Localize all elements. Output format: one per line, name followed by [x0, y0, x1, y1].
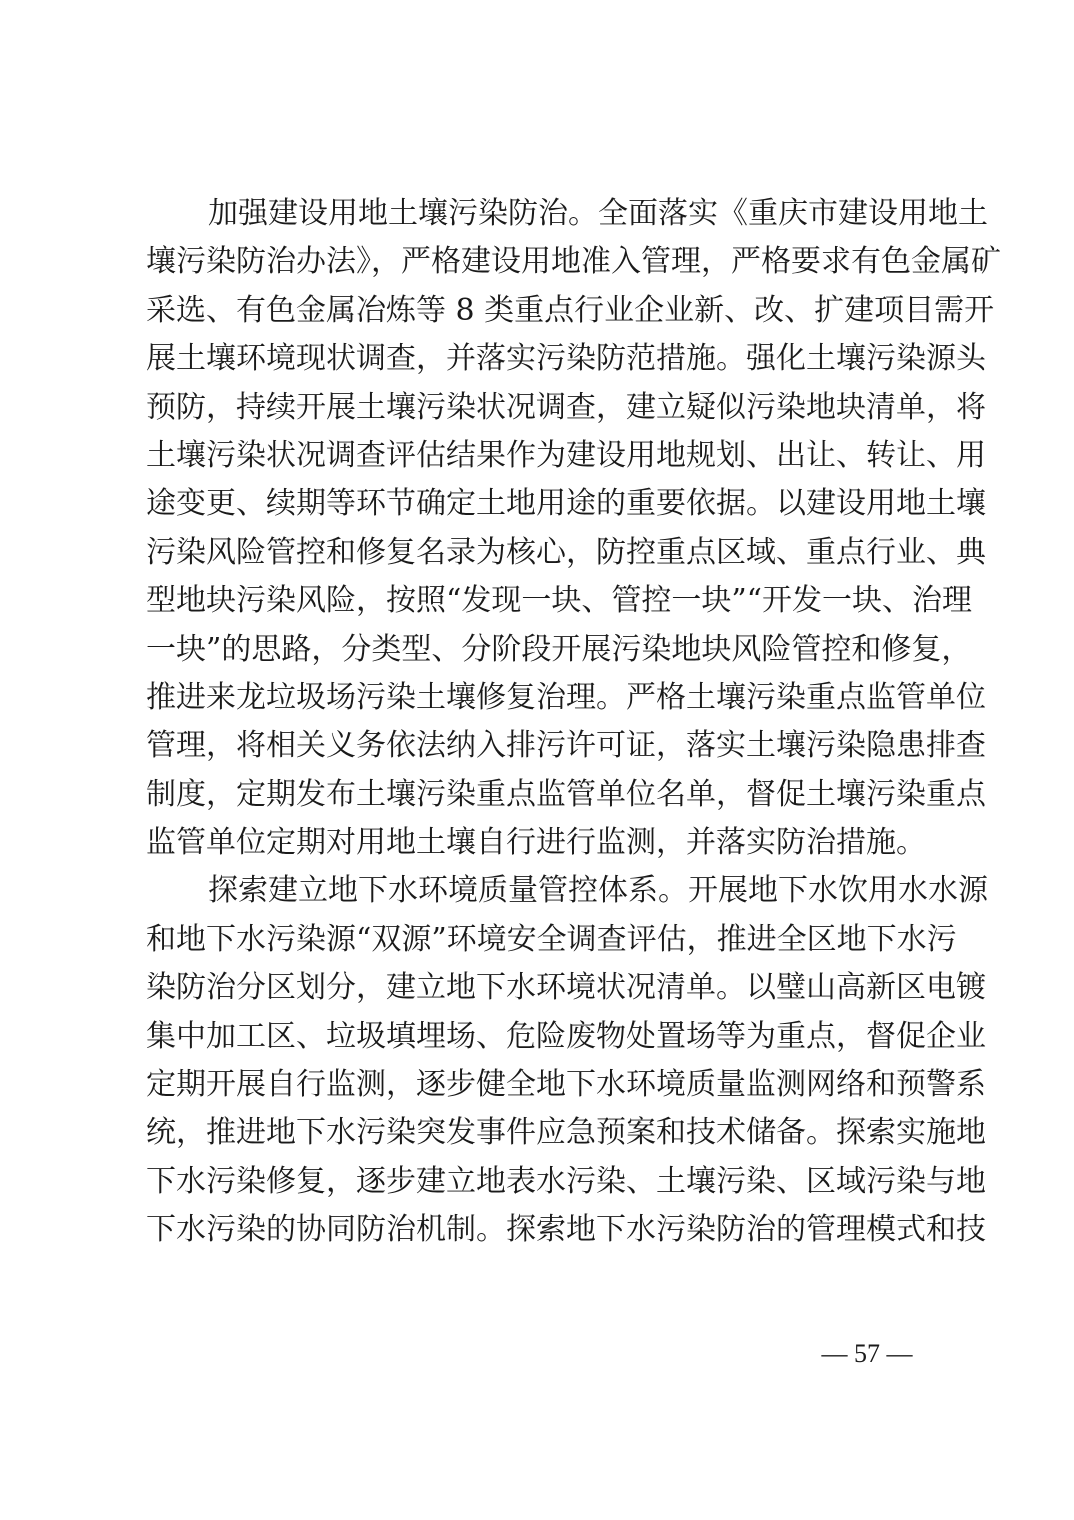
paragraph-line: 制度，定期发布土壤污染重点监管单位名单，督促土壤污染重点 — [146, 776, 986, 812]
body-text — [146, 190, 1001, 1255]
paragraph-line: 预防，持续开展土壤污染状况调查，建立疑似污染地块清单，将 — [146, 389, 986, 425]
paragraph-line: 下水污染的协同防治机制。探索地下水污染防治的管理模式和技 — [146, 1212, 986, 1248]
paragraph-line: 土壤污染状况调查评估结果作为建设用地规划、出让、转让、用 — [146, 437, 986, 473]
paragraph-line: 一块”的思路，分类型、分阶段开展污染地块风险管控和修复， — [146, 631, 972, 667]
paragraph-line: 壤污染防治办法》，严格建设用地准入管理，严格要求有色金属矿 — [146, 244, 1001, 280]
paragraph-line: 染防治分区划分，建立地下水环境状况清单。以璧山高新区电镀 — [146, 970, 986, 1006]
paragraph-line: 集中加工区、垃圾填埋场、危险废物处置场等为重点，督促企业 — [146, 1018, 986, 1054]
paragraph-line: 定期开展自行监测，逐步健全地下水环境质量监测网络和预警系 — [146, 1067, 986, 1103]
paragraph-line: 途变更、续期等环节确定土地用途的重要依据。以建设用地土壤 — [146, 486, 986, 522]
paragraph-line: 推进来龙垃圾场污染土壤修复治理。严格土壤污染重点监管单位 — [146, 679, 986, 715]
paragraph-line: 下水污染修复，逐步建立地表水污染、土壤污染、区域污染与地 — [146, 1163, 986, 1199]
paragraph-line: 加强建设用地土壤污染防治。全面落实《重庆市建设用地土 — [208, 196, 988, 231]
paragraph-line: 和地下水污染源“双源”环境安全调查评估，推进全区地下水污 — [146, 921, 957, 957]
paragraph-line: 污染风险管控和修复名录为核心，防控重点区域、重点行业、典 — [146, 534, 986, 570]
paragraph-line: 统，推进地下水污染突发事件应急预案和技术储备。探索实施地 — [146, 1115, 986, 1151]
page-number: — 57 — — [821, 1339, 913, 1368]
paragraph-line: 型地块污染风险，按照“发现一块、管控一块”“开发一块、治理 — [146, 583, 973, 619]
paragraph-line: 采选、有色金属冶炼等 8 类重点行业企业新、改、扩建项目需开 — [146, 292, 995, 328]
paragraph-line: 管理，将相关义务依法纳入排污许可证，落实土壤污染隐患排查 — [146, 728, 986, 764]
paragraph-line: 展土壤环境现状调查，并落实污染防范措施。强化土壤污染源头 — [146, 341, 986, 377]
paragraph-line: 监管单位定期对用地土壤自行进行监测，并落实防治措施。 — [146, 825, 926, 861]
paragraph-line: 探索建立地下水环境质量管控体系。开展地下水饮用水水源 — [208, 873, 988, 909]
